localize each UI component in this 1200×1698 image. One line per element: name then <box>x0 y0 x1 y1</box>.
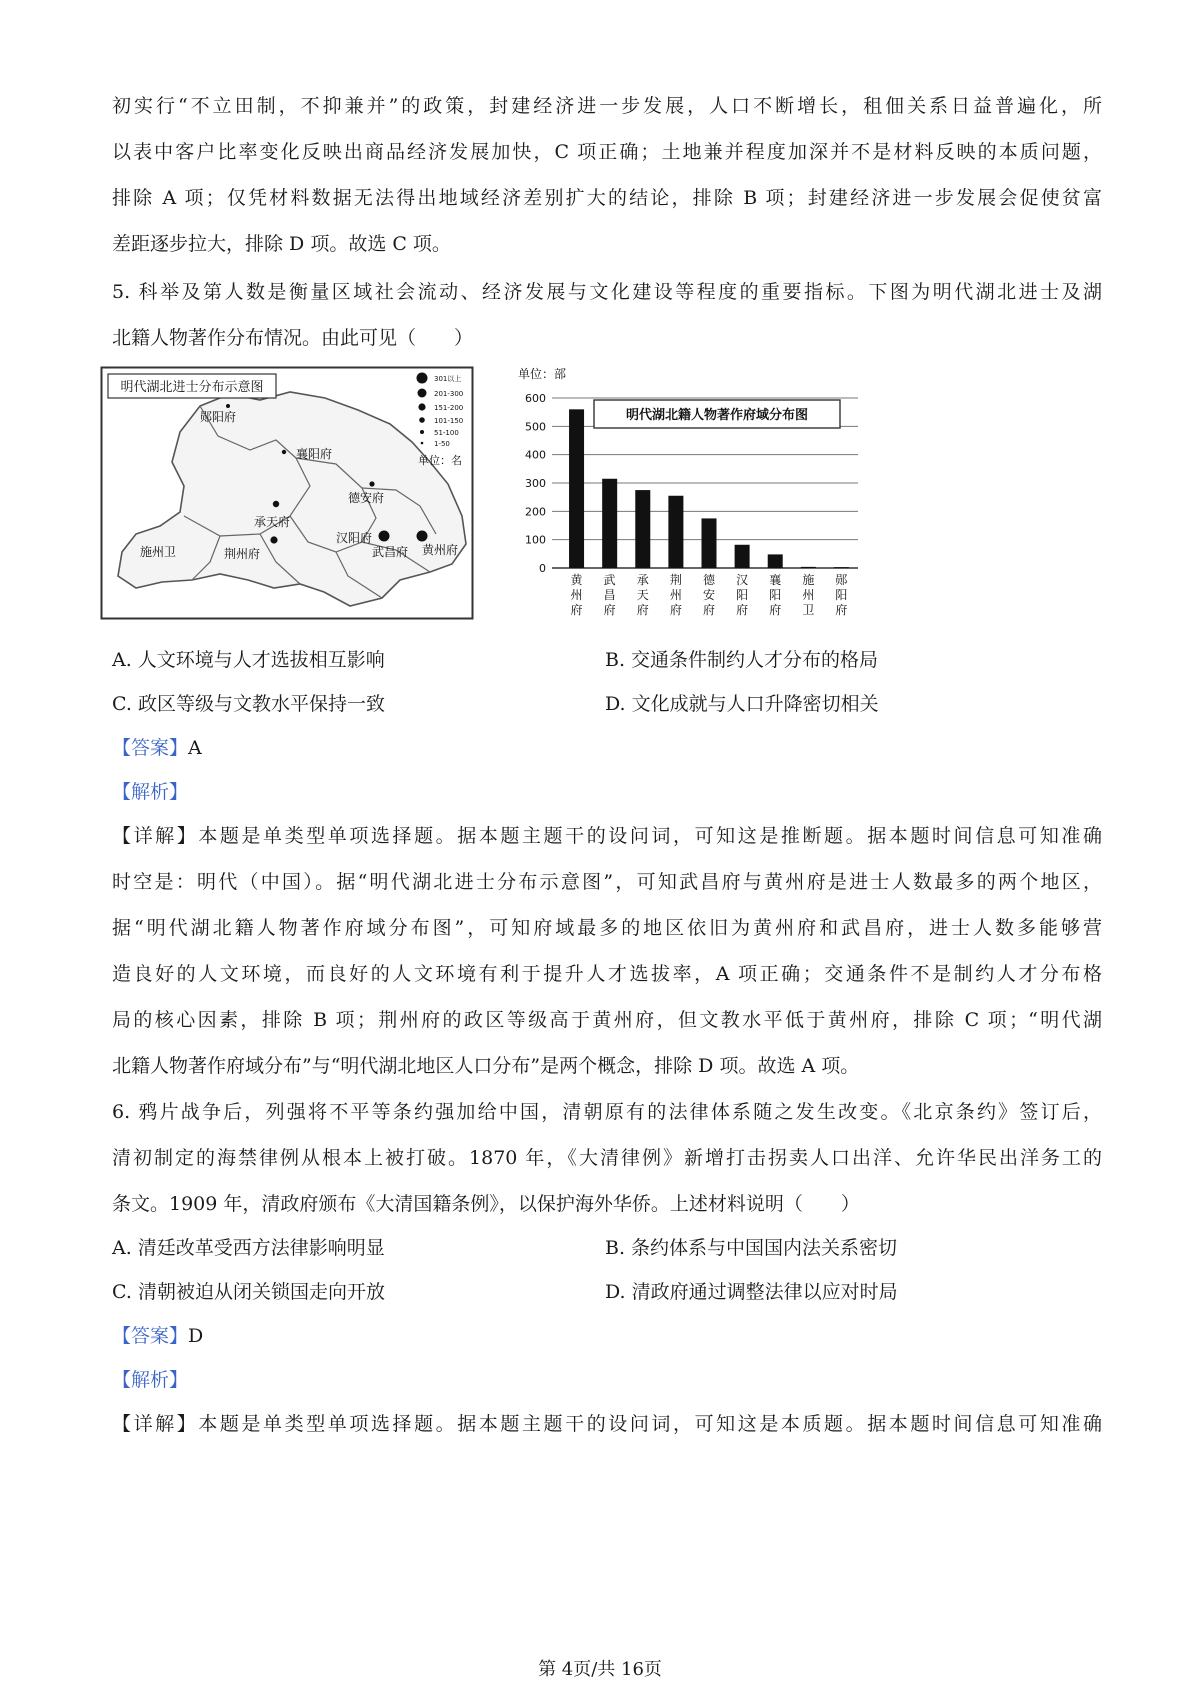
legend-label: 51-100 <box>434 429 459 437</box>
analysis-tag: 【解析】 <box>112 781 189 803</box>
bar <box>801 567 816 568</box>
bar-chart-svg <box>508 362 868 632</box>
x-category-label: 施州卫 <box>802 573 815 617</box>
prev-explanation-line: 初实行“不立田制，不抑兼并”的政策，封建经济进一步发展，人口不断增长，租佃关系日益普遍化，所 <box>112 95 1102 117</box>
q6-stem-line: 清初制定的海禁律例从根本上被打破。1870 年，《大清律例》新增打击拐卖人口出洋、允许华民出洋务工的 <box>112 1147 1102 1169</box>
x-category-label: 德安府 <box>702 573 716 617</box>
answer-tag: 【答案】 <box>112 1325 189 1347</box>
works-distribution-chart <box>508 362 868 632</box>
map-place: 承天府 <box>254 515 291 529</box>
prev-explanation-line: 差距逐步拉大，排除 D 项。故选 C 项。 <box>112 233 451 255</box>
q5-option-b: B. 交通条件制约人才分布的格局 <box>605 649 879 671</box>
x-category-label: 荆州府 <box>669 573 682 617</box>
map-place: 武昌府 <box>372 545 409 559</box>
map-dot <box>369 481 374 486</box>
y-tick-label: 200 <box>525 505 546 519</box>
q5-detail-line: 据“明代湖北籍人物著作府域分布图”，可知府域最多的地区依旧为黄州府和武昌府，进士人数多能够营 <box>112 917 1102 939</box>
prev-explanation-line: 排除 A 项；仅凭材料数据无法得出地域经济差别扩大的结论，排除 B 项；封建经济进一步发展会促使贫富 <box>112 187 1102 209</box>
q5-detail-line <box>112 824 1102 848</box>
bar <box>735 545 750 568</box>
q6-analysis-line <box>112 1368 1102 1392</box>
bar <box>768 554 783 568</box>
map-place: 荆州府 <box>224 547 261 561</box>
map-place: 黄州府 <box>422 543 459 557</box>
bar <box>668 496 683 568</box>
legend-label: 201-300 <box>434 390 464 398</box>
q6-option-b: B. 条约体系与中国国内法关系密切 <box>605 1237 898 1259</box>
prev-explanation-line: 以表中客户比率变化反映出商品经济发展加快，C 项正确；土地兼并程度加深并不是材料反映的本质问题， <box>112 141 1102 163</box>
q6-detail-line <box>112 1412 1102 1436</box>
legend-label: 151-200 <box>434 404 464 412</box>
legend-label: 301以上 <box>434 375 462 383</box>
map-dot <box>282 450 286 454</box>
q5-option-a: A. 人文环境与人才选拔相互影响 <box>112 649 385 671</box>
q5-detail-line: 局的核心因素，排除 B 项；荆州府的政区等级高于黄州府，但文教水平低于黄州府，排除 C 项；“明代湖 <box>112 1009 1102 1031</box>
map-dot <box>270 536 277 543</box>
map-dot <box>273 501 279 507</box>
page-footer: 第 4页/共 16页 <box>538 1659 662 1680</box>
y-tick-label: 500 <box>525 420 546 434</box>
bar <box>834 567 849 568</box>
map-dot <box>379 531 390 542</box>
answer-value: D <box>188 1325 204 1347</box>
q5-detail-line: 北籍人物著作府域分布”与“明代湖北地区人口分布”是两个概念，排除 D 项。故选 A 项。 <box>112 1055 860 1077</box>
q5-option-d: D. 文化成就与人口升降密切相关 <box>605 693 879 715</box>
q5-analysis-line <box>112 780 1102 804</box>
answer-value: A <box>188 737 202 759</box>
chart-title: 明代湖北籍人物著作府域分布图 <box>625 408 809 423</box>
q5-option-c: C. 政区等级与文教水平保持一致 <box>112 693 385 715</box>
map-unit: 单位：名 <box>418 454 462 467</box>
x-category-label: 黄州府 <box>570 573 583 617</box>
x-category-label: 郧阳府 <box>835 573 848 617</box>
q5-stem-line: 5. 科举及第人数是衡量区域社会流动、经济发展与文化建设等程度的重要指标。下图为明代湖北进士及湖 <box>112 281 1102 303</box>
map-place: 汉阳府 <box>336 531 373 545</box>
map-dot <box>226 404 230 408</box>
detail-text: 本题是单类型单项选择题。据本题主题干的设问词，可知这是本质题。据本题时间信息可知准确 <box>198 1413 1102 1435</box>
y-tick-label: 300 <box>525 477 546 490</box>
map-dot <box>417 531 428 542</box>
map-place: 施州卫 <box>140 545 177 559</box>
detail-tag: 【详解】 <box>112 1413 199 1435</box>
q6-option-a: A. 清廷改革受西方法律影响明显 <box>112 1237 385 1259</box>
detail-text: 本题是单类型单项选择题。据本题主题干的设问词，可知这是推断题。据本题时间信息可知准确 <box>198 825 1102 847</box>
q6-stem-line: 条文。1909 年，清政府颁布《大清国籍条例》，以保护海外华侨。上述材料说明（ ） <box>112 1193 860 1215</box>
y-tick-label: 100 <box>525 533 546 547</box>
q6-answer-line <box>112 1324 1102 1348</box>
q5-answer-line <box>112 736 1102 760</box>
q6-option-d: D. 清政府通过调整法律以应对时局 <box>605 1281 898 1303</box>
chart-unit-label: 单位：部 <box>518 367 567 381</box>
x-category-label: 汉阳府 <box>736 573 749 617</box>
q6-option-c: C. 清朝被迫从闭关锁国走向开放 <box>112 1281 385 1303</box>
answer-tag: 【答案】 <box>112 737 189 759</box>
map-place: 襄阳府 <box>296 447 333 461</box>
q6-stem-line: 6. 鸦片战争后，列强将不平等条约强加给中国，清朝原有的法律体系随之发生改变。《北京条约》签订后， <box>112 1101 1102 1123</box>
x-category-label: 承天府 <box>636 573 649 617</box>
bar <box>702 518 717 568</box>
bar <box>602 479 617 568</box>
q5-stem-line: 北籍人物著作分布情况。由此可见（ ） <box>112 327 474 349</box>
y-tick-label: 600 <box>525 392 546 405</box>
map-place: 郧阳府 <box>200 410 237 424</box>
detail-tag: 【详解】 <box>112 825 199 847</box>
legend-label: 101-150 <box>434 417 464 425</box>
q5-detail-line: 时空是：明代（中国）。据“明代湖北进士分布示意图”，可知武昌府与黄州府是进士人数最多的两个地区， <box>112 871 1102 893</box>
y-tick-label: 400 <box>525 448 546 462</box>
map-place: 德安府 <box>348 491 385 505</box>
y-tick-label: 0 <box>539 562 546 575</box>
jinshi-distribution-map <box>100 366 474 620</box>
bar <box>569 409 584 568</box>
q5-detail-line: 造良好的人文环境，而良好的人文环境有利于提升人才选拔率，A 项正确；交通条件不是制约人才分布格 <box>112 963 1102 985</box>
x-category-label: 襄阳府 <box>769 573 782 617</box>
bar <box>635 490 650 568</box>
legend-label: 1-50 <box>434 440 450 448</box>
analysis-tag: 【解析】 <box>112 1369 189 1391</box>
x-category-label: 武昌府 <box>603 573 616 617</box>
map-title: 明代湖北进士分布示意图 <box>120 380 264 395</box>
